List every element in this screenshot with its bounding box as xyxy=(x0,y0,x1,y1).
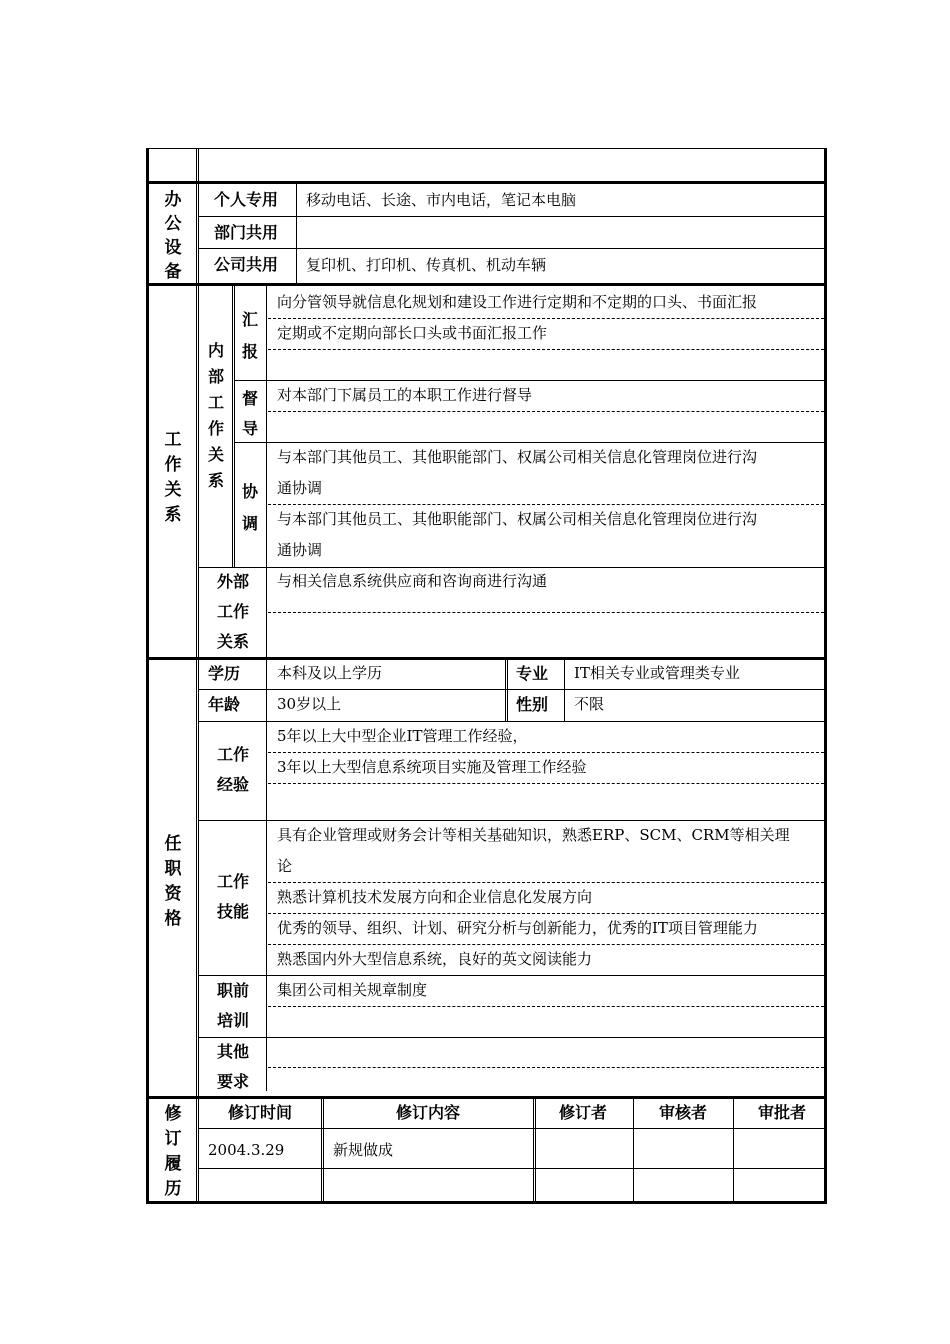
experience-line-1: 5年以上大中型企业IT管理工作经验， xyxy=(277,727,528,745)
revision-col-3 xyxy=(633,1098,634,1202)
work-section-title: 工 作 关 系 xyxy=(164,430,182,525)
revision-content: 新规做成 xyxy=(333,1141,394,1159)
coordinate-dash-1 xyxy=(268,504,824,505)
skills-label-2: 技能 xyxy=(217,902,250,921)
coordinate-line-3: 与本部门其他员工、其他职能部门、权属公司相关信息化管理岗位进行沟 xyxy=(277,510,758,528)
internal-bottom xyxy=(198,567,825,568)
work-content-divider xyxy=(266,285,267,1091)
external-dash-1 xyxy=(268,612,824,613)
skills-line-4: 优秀的领导、组织、计划、研究分析与创新能力，优秀的IT项目管理能力 xyxy=(277,919,758,937)
age-row-bottom xyxy=(198,721,825,722)
label-column-divider-2 xyxy=(196,148,197,1202)
office-section-title: 办 公 设 备 xyxy=(164,190,182,282)
revision-header-reviewer: 审核者 xyxy=(659,1103,708,1122)
report-line-2: 定期或不定期向部长口头或书面汇报工作 xyxy=(277,324,548,342)
experience-dash-1 xyxy=(268,752,824,753)
major-label: 专业 xyxy=(516,664,549,683)
external-line-1: 与相关信息系统供应商和咨询商进行沟通 xyxy=(277,572,548,590)
office-company-label: 公司共用 xyxy=(214,255,279,274)
age-value: 30岁以上 xyxy=(277,695,342,713)
revision-col-1b xyxy=(323,1098,324,1202)
outer-frame-right xyxy=(824,148,827,1204)
training-label-1: 职前 xyxy=(217,981,250,1000)
skills-dash-1 xyxy=(268,882,824,883)
experience-dash-2 xyxy=(268,783,824,784)
work-section-bottom xyxy=(148,657,825,660)
other-label-1: 其他 xyxy=(217,1042,250,1061)
office-row-line-1 xyxy=(198,216,825,217)
skills-dash-3 xyxy=(268,944,824,945)
gender-value: 不限 xyxy=(574,695,605,713)
experience-label-1: 工作 xyxy=(217,745,250,764)
office-personal-value: 移动电话、长途、市内电话，笔记本电脑 xyxy=(306,191,577,209)
revision-header-reviser: 修订者 xyxy=(559,1103,608,1122)
gender-label: 性别 xyxy=(516,695,549,714)
report-dash-2 xyxy=(268,349,824,350)
coordinate-label: 协 调 xyxy=(241,482,258,533)
top-row-separator xyxy=(148,181,825,184)
experience-label-2: 经验 xyxy=(217,775,250,794)
age-label: 年龄 xyxy=(208,695,241,714)
report-dash-1 xyxy=(268,318,824,319)
skills-bottom xyxy=(198,975,825,976)
coordinate-line-4: 通协调 xyxy=(277,541,323,559)
skills-label-1: 工作 xyxy=(217,872,250,891)
experience-line-2: 3年以上大型信息系统项目实施及管理工作经验 xyxy=(277,758,587,776)
skills-dash-2 xyxy=(268,913,824,914)
supervise-line-1: 对本部门下属员工的本职工作进行督导 xyxy=(277,386,533,404)
training-label-2: 培训 xyxy=(217,1011,250,1030)
major-value: IT相关专业或管理类专业 xyxy=(574,664,740,682)
outer-frame-left xyxy=(146,148,149,1204)
education-label: 学历 xyxy=(208,664,241,683)
external-label-3: 关系 xyxy=(217,632,250,651)
report-bottom xyxy=(234,380,825,381)
supervise-bottom xyxy=(234,442,825,443)
training-dash-1 xyxy=(268,1006,824,1007)
revision-header-content: 修订内容 xyxy=(396,1103,461,1122)
revision-date: 2004.3.29 xyxy=(208,1141,285,1159)
external-label-2: 工作 xyxy=(217,602,250,621)
revision-row-bottom xyxy=(198,1168,825,1169)
revision-col-2 xyxy=(533,1098,534,1202)
coordinate-line-1: 与本部门其他员工、其他职能部门、权属公司相关信息化管理岗位进行沟 xyxy=(277,448,758,466)
revision-col-1 xyxy=(321,1098,322,1202)
revision-section-title: 修 订 履 历 xyxy=(164,1104,182,1199)
qual-section-bottom xyxy=(148,1096,825,1099)
skills-line-3: 熟悉计算机技术发展方向和企业信息化发展方向 xyxy=(277,888,593,906)
other-label-2: 要求 xyxy=(217,1072,250,1091)
experience-bottom xyxy=(198,820,825,821)
skills-line-2: 论 xyxy=(277,857,293,875)
office-personal-label: 个人专用 xyxy=(214,190,279,209)
report-label: 汇 报 xyxy=(241,310,258,361)
major-divider-left-2 xyxy=(507,659,508,721)
revision-header-approver: 审批者 xyxy=(758,1103,807,1122)
other-dash-1 xyxy=(268,1067,824,1068)
skills-line-5: 熟悉国内外大型信息系统，良好的英文阅读能力 xyxy=(277,950,593,968)
training-line-1: 集团公司相关规章制度 xyxy=(277,981,428,999)
qual-section-title: 任 职 资 格 xyxy=(164,834,182,929)
label-column-divider xyxy=(198,148,199,1202)
supervise-label: 督 导 xyxy=(241,389,258,438)
edu-row-bottom xyxy=(198,689,825,690)
office-label-divider xyxy=(296,183,297,283)
supervise-dash-1 xyxy=(268,411,824,412)
revision-header-date: 修订时间 xyxy=(228,1103,293,1122)
external-label-1: 外部 xyxy=(217,572,250,591)
office-company-value: 复印机、打印机、传真机、机动车辆 xyxy=(306,256,547,274)
coordinate-line-2: 通协调 xyxy=(277,479,323,497)
revision-header-bottom xyxy=(198,1128,825,1129)
skills-line-1: 具有企业管理或财务会计等相关基础知识，熟悉ERP、SCM、CRM等相关理 xyxy=(277,826,790,844)
internal-col-divider xyxy=(232,285,233,567)
major-divider-left xyxy=(505,659,506,721)
report-line-1: 向分管领导就信息化规划和建设工作进行定期和不定期的口头、书面汇报 xyxy=(277,293,758,311)
revision-col-4 xyxy=(733,1098,734,1202)
bottom-border xyxy=(148,1201,827,1204)
office-section-bottom xyxy=(148,283,825,286)
top-border xyxy=(148,148,824,149)
revision-col-2b xyxy=(535,1098,536,1202)
internal-col-divider-2 xyxy=(234,285,235,567)
major-divider-right xyxy=(564,659,565,721)
internal-relation-label: 内 部 工 作 关 系 xyxy=(207,341,224,490)
office-department-label: 部门共用 xyxy=(214,223,279,242)
training-bottom xyxy=(198,1037,825,1038)
education-value: 本科及以上学历 xyxy=(277,664,383,682)
office-row-line-2 xyxy=(198,248,825,249)
